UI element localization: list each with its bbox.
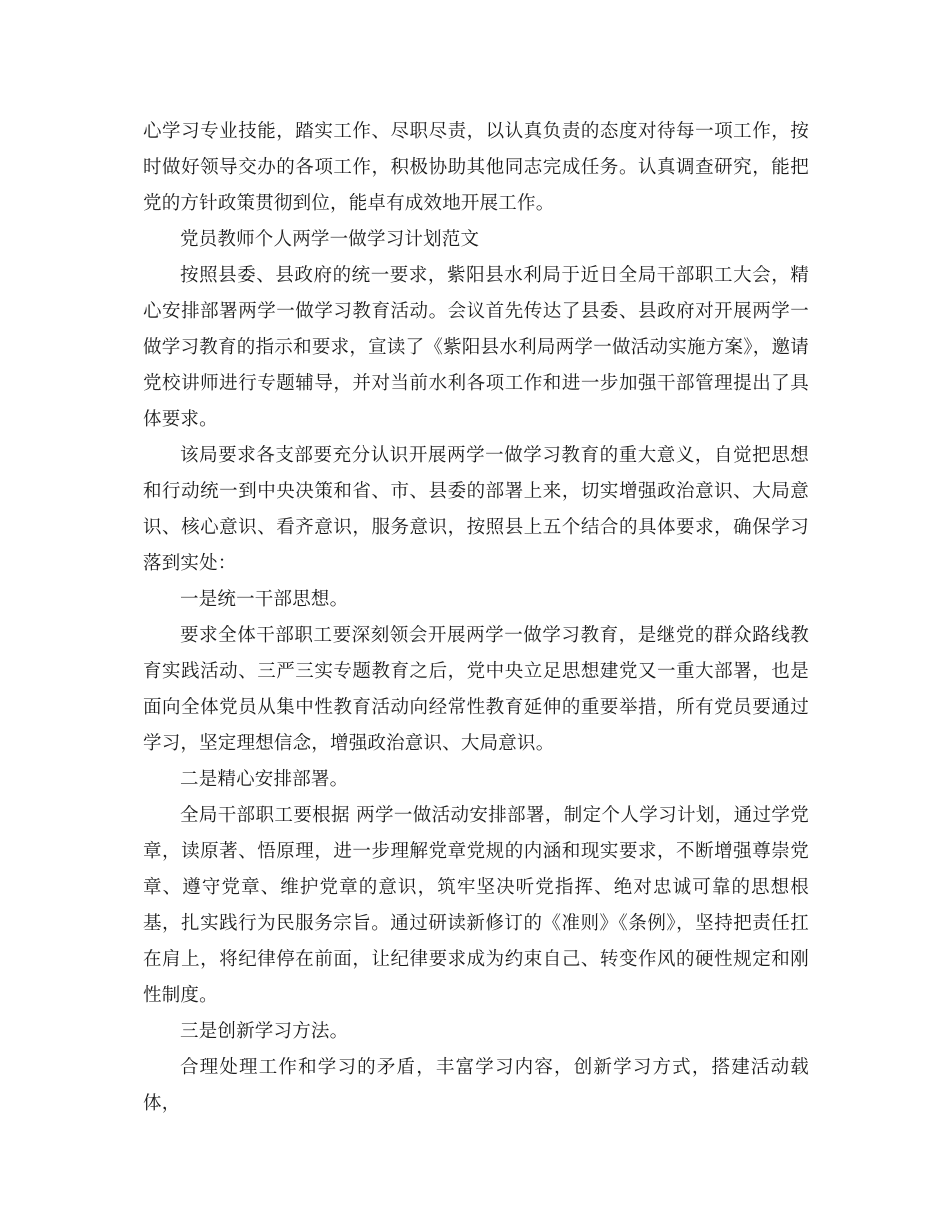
point-heading-3: 三是创新学习方法。 — [180, 1021, 349, 1042]
section-heading-study-plan: 党员教师个人两学一做学习计划范文 — [180, 229, 480, 250]
paragraph-point-1: 要求全体干部职工要深刻领会开展两学一做学习教育，是继党的群众路线教育实践活动、三严三实专题教育之后，党中央立足思想建党又一重大部署，也是面向全体党员从集中性教育活动向经常性教育延伸的重要举措，所有党员要通过学习，坚定理想信念，增强政治意识、大局意识。 — [143, 625, 809, 754]
point-heading-2: 二是精心安排部署。 — [180, 769, 349, 790]
document-body — [143, 114, 809, 1122]
paragraph-continuation: 心学习专业技能，踏实工作、尽职尽责，以认真负责的态度对待每一项工作，按时做好领导交办的各项工作，积极协助其他同志完成任务。认真调查研究，能把党的方针政策贯彻到位，能卓有成效地开展工作。 — [143, 121, 809, 214]
paragraph-meeting: 按照县委、县政府的统一要求，紫阳县水利局于近日全局干部职工大会，精心安排部署两学一做学习教育活动。会议首先传达了县委、县政府对开展两学一做学习教育的指示和要求，宣读了《紫阳县水利局两学一做活动实施方案》，邀请党校讲师进行专题辅导，并对当前水利各项工作和进一步加强干部管理提出了具体要求。 — [143, 265, 809, 430]
point-heading-1: 一是统一干部思想。 — [180, 589, 349, 610]
paragraph-point-2: 全局干部职工要根据 两学一做活动安排部署，制定个人学习计划，通过学党章，读原著、悟原理，进一步理解党章党规的内涵和现实要求，不断增强尊崇党章、遵守党章、维护党章的意识，筑牢坚决听党指挥、绝对忠诚可靠的思想根基，扎实践行为民服务宗旨。通过研读新修订的《准则》《条例》，坚持把责任扛在肩上，将纪律停在前面，让纪律要求成为约束自己、转变作风的硬性规定和刚性制度。 — [143, 805, 809, 1006]
paragraph-requirements: 该局要求各支部要充分认识开展两学一做学习教育的重大意义，自觉把思想和行动统一到中央决策和省、市、县委的部署上来，切实增强政治意识、大局意识、核心意识、看齐意识，服务意识，按照县上五个结合的具体要求，确保学习落到实处： — [143, 445, 809, 574]
paragraph-point-3: 合理处理工作和学习的矛盾，丰富学习内容，创新学习方式，搭建活动载体， — [143, 1057, 809, 1114]
